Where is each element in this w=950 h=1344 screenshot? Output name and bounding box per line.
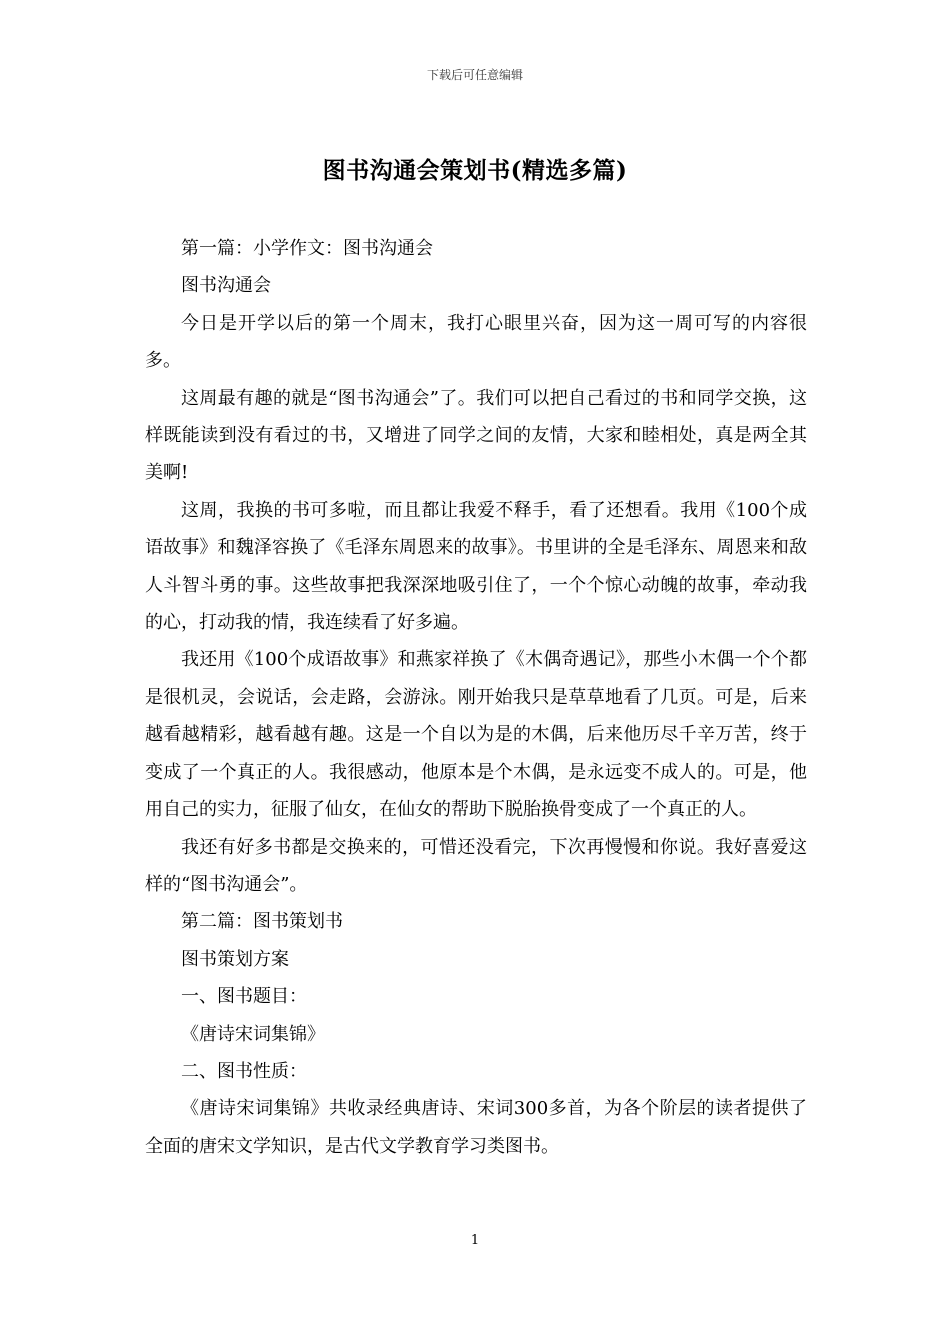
- paragraph: 《唐诗宋词集锦》共收录经典唐诗、宋词300多首，为各个阶层的读者提供了全面的唐宋文学知识，是古代文学教育学习类图书。: [145, 1098, 807, 1157]
- paragraph: 这周最有趣的就是“图书沟通会”了。我们可以把自己看过的书和同学交换，这样既能读到没有看过的书，又增进了同学之间的友情，大家和睦相处，真是两全其美啊!: [145, 387, 807, 484]
- paragraph: 我还有好多书都是交换来的，可惜还没看完，下次再慢慢和你说。我好喜爱这样的“图书沟通会”。: [145, 836, 807, 895]
- page-header-note: 下载后可任意编辑: [426, 68, 523, 82]
- paragraph: 第一篇：小学作文：图书沟通会: [181, 238, 433, 259]
- paragraph: 《唐诗宋词集锦》: [181, 1023, 325, 1045]
- document-body: [145, 230, 807, 1165]
- page-number: 1: [470, 1233, 480, 1248]
- paragraph: 一、图书题目：: [181, 986, 307, 1008]
- paragraph: 第二篇：图书策划书: [181, 911, 343, 933]
- paragraph: 图书沟通会: [181, 275, 271, 297]
- paragraph: 图书策划方案: [181, 948, 289, 970]
- paragraph: 二、图书性质：: [181, 1060, 307, 1082]
- paragraph: 这周，我换的书可多啦，而且都让我爱不释手，看了还想看。我用《100个成语故事》和魏泽容换了《毛泽东周恩来的故事》。书里讲的全是毛泽东、周恩来和敌人斗智斗勇的事。这些故事把我深深地吸引住了，一个个惊心动魄的故事，牵动我的心，打动我的情，我连续看了好多遍。: [145, 499, 807, 634]
- paragraph: 今日是开学以后的第一个周末，我打心眼里兴奋，因为这一周可写的内容很多。: [145, 312, 807, 372]
- document-title: 图书沟通会策划书(精选多篇): [322, 157, 628, 184]
- paragraph: 我还用《100个成语故事》和燕家祥换了《木偶奇遇记》，那些小木偶一个个都是很机灵，会说话，会走路，会游泳。刚开始我只是草草地看了几页。可是，后来越看越精彩，越看越有趣。这是一个自以为是的木偶，后来他历尽千辛万苦，终于变成了一个真正的人。我很感动，他原本是个木偶，是永远变不成人的。可是，他用自己的实力，征服了仙女，在仙女的帮助下脱胎换骨变成了一个真正的人。: [145, 649, 807, 821]
